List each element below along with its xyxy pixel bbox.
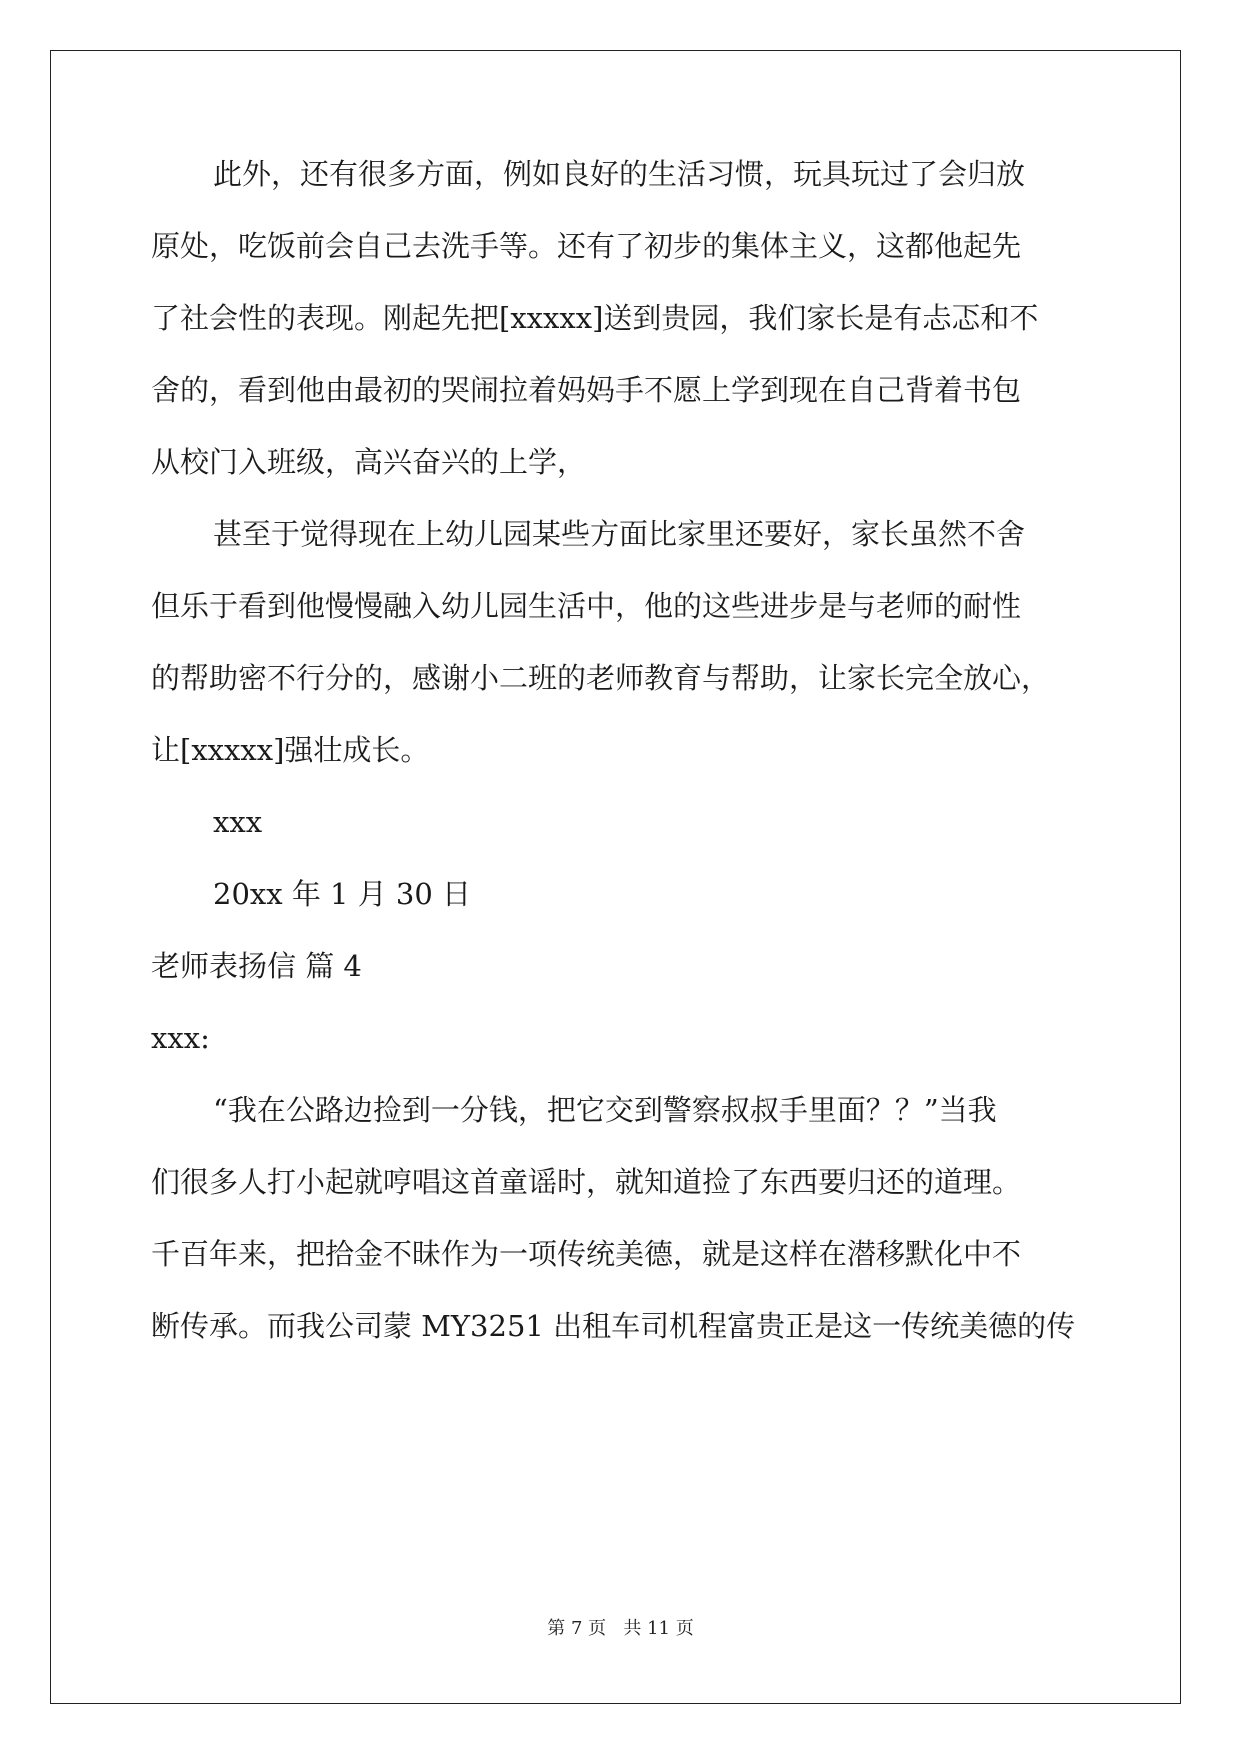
paragraph-line: 此外，还有很多方面，例如良好的生活习惯，玩具玩过了会归放 [213,157,1026,191]
salutation: xxx: [151,1021,210,1055]
paragraph-line: 原处，吃饭前会自己去洗手等。还有了初步的集体主义，这都他起先 [151,229,1022,263]
section-heading: 老师表扬信 篇 4 [151,949,362,983]
paragraph-line: 但乐于看到他慢慢融入幼儿园生活中，他的这些进步是与老师的耐性 [151,589,1022,623]
paragraph-line: 的帮助密不行分的，感谢小二班的老师教育与帮助，让家长完全放心， [151,661,1051,695]
paragraph-line: 从校门入班级，高兴奋兴的上学， [151,445,587,479]
paragraph-line: 甚至于觉得现在上幼儿园某些方面比家里还要好，家长虽然不舍 [213,517,1026,551]
page-footer: 第 7 页 共 11 页 [547,1618,694,1639]
paragraph-line: 断传承。而我公司蒙 MY3251 出租车司机程富贵正是这一传统美德的传 [151,1309,1076,1343]
paragraph-line: 了社会性的表现。刚起先把[xxxxx]送到贵园，我们家长是有忐忑和不 [151,301,1039,335]
paragraph-line: 们很多人打小起就哼唱这首童谣时，就知道捡了东西要归还的道理。 [151,1165,1022,1199]
signature-name: xxx [213,805,263,839]
signature-date: 20xx 年 1 月 30 日 [213,877,472,911]
paragraph-line: 千百年来，把拾金不昧作为一项传统美德，就是这样在潜移默化中不 [151,1237,1022,1271]
paragraph-line: 让[xxxxx]强壮成长。 [151,733,430,767]
paragraph-line: 舍的，看到他由最初的哭闹拉着妈妈手不愿上学到现在自己背着书包 [151,373,1022,407]
paragraph-line: “我在公路边捡到一分钱，把它交到警察叔叔手里面？？”当我 [213,1093,997,1127]
